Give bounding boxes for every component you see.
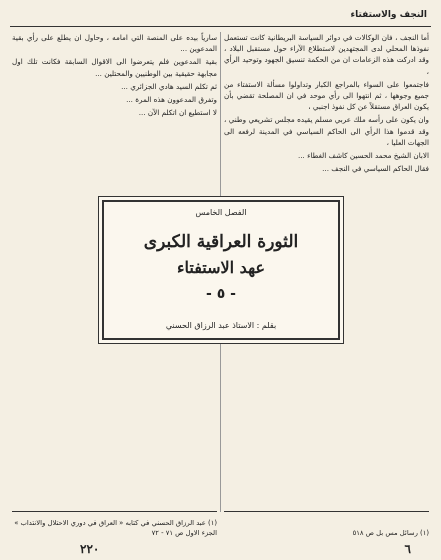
footnote-rule-left: [12, 511, 217, 512]
top-rule: [10, 26, 431, 27]
paragraph: وان يكون على رأسه ملك عربي مسلم يقيده مجلس تشريعي وطني ، وقد قدموا هذا الرأي الى الحاكم السياسي في المدينة لرفعه الى الجهات العليا ،: [224, 115, 429, 147]
chapter-label: الفصل الخامس: [195, 208, 247, 217]
chapter-subtitle: عهد الاستفتاء: [176, 258, 265, 277]
paragraph: سارياً بيده على المنصة التي امامه ، وحاول ان يطلع على رأي بقية المدعوين ...: [12, 33, 217, 54]
footnote-right: (١) رسائل مس بل ص ٥١٨: [352, 529, 429, 537]
paragraph: فقال الحاكم السياسي في النجف ...: [322, 164, 429, 174]
paragraph: وتفرق المدعوون هذه المرة ...: [126, 95, 217, 105]
chapter-title-box: [102, 200, 340, 340]
page-number-right: ٦: [404, 542, 411, 556]
paragraph: ثم تكلم السيد هادي الجزائري ...: [121, 81, 217, 91]
paragraph: فاجتمعوا على السواء بالمراجع الكبار وتداولوا مسألة الاستفتاء من جميع وجوهها ، ثم انتهوا الى رأي موحد في ان المصلحة تقضي بأن يكون العراق مستقلاً عن كل نفوذ اجنبي ،: [224, 79, 429, 112]
paragraph: بقية المدعوين فلم يتعرضوا الى الاقوال السابقة فكانت تلك اول مجابهة حقيقية بين الوطنيين والمحتلين ...: [12, 57, 217, 78]
paragraph: لا استطيع ان اتكلم الآن ...: [138, 108, 217, 118]
chapter-author: بقلم : الاستاذ عبد الرزاق الحسني: [165, 321, 277, 330]
page-number-left: ٢٢٠: [80, 542, 100, 556]
footnote-left: (١) عبد الرزاق الحسني في كتابه « العراق في دوري الاحتلال والانتداب » الجزء الاول ص ٧١ - ٧٢: [14, 519, 217, 537]
paragraph: أما النجف ، فان الوكالات في دوائر السياسة البريطانية كانت تستعمل نفوذها المحلي لدى المجتهدين لاستطلاع الآراء حول مستقبل البلاد ، وقد ادركت هذه الزعامات ان من الحكمة تنسيق الجهود وتوحيد الرأي ،: [224, 33, 429, 76]
section-header: النجف والاستفتاء: [350, 10, 427, 20]
footnote-rule-right: [224, 511, 429, 512]
chapter-number: - ٥ -: [206, 286, 236, 302]
chapter-title: الثورة العراقية الكبرى: [143, 232, 299, 252]
paragraph: الابان الشيخ محمد الحسين كاشف الغطاء ...: [297, 151, 429, 161]
